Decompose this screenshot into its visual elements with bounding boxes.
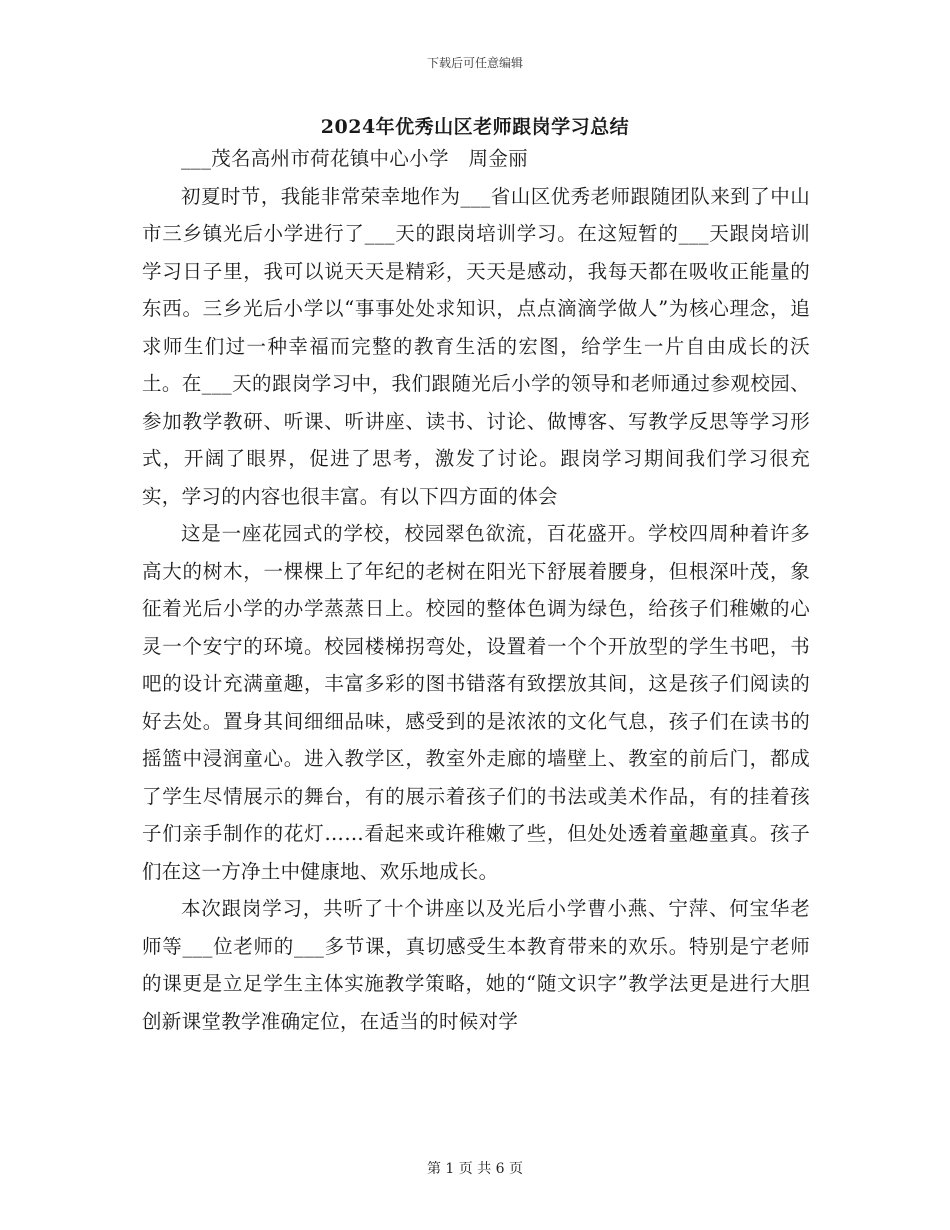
paragraph-3: 本次跟岗学习，共听了十个讲座以及光后小学曹小燕、宁萍、何宝华老师等___位老师的___多节课，真切感受生本教育带来的欢乐。特别是宁老师的课更是立足学生主体实施教学策略，她的“随文识字”教学法更是进行大胆创新课堂教学准确定位，在适当的时候对学 — [142, 897, 810, 1033]
paragraph-1: 初夏时节，我能非常荣幸地作为___省山区优秀老师跟随团队来到了中山市三乡镇光后小学进行了___天的跟岗培训学习。在这短暂的___天跟岗培训学习日子里，我可以说天天是精彩，天天是感动，我每天都在吸收正能量的东西。三乡光后小学以“事事处处求知识，点点滴滴学做人”为核心理念，追求师生们过一种幸福而完整的教育生活的宏图，给学生一片自由成长的沃土。在___天的跟岗学习中，我们跟随光后小学的领导和老师通过参观校园、参加教学教研、听课、听讲座、读书、讨论、做博客、写教学反思等学习形式，开阔了眼界，促进了思考，激发了讨论。跟岗学习期间我们学习很充实，学习的内容也很丰富。有以下四方面的体会 — [142, 184, 810, 508]
author-byline: ___茂名高州市荷花镇中心小学 周金丽 — [181, 147, 528, 170]
document-title: 2024年优秀山区老师跟岗学习总结 — [320, 116, 630, 138]
paragraph-2: 这是一座花园式的学校，校园翠色欲流，百花盛开。学校四周种着许多高大的树木，一棵棵上了年纪的老树在阳光下舒展着腰身，但根深叶茂，象征着光后小学的办学蒸蒸日上。校园的整体色调为绿色，给孩子们稚嫩的心灵一个安宁的环境。校园楼梯拐弯处，设置着一个个开放型的学生书吧，书吧的设计充满童趣，丰富多彩的图书错落有致摆放其间，这是孩子们阅读的好去处。置身其间细细品味，感受到的是浓浓的文化气息，孩子们在读书的摇篮中浸润童心。进入教学区，教室外走廊的墙壁上、教室的前后门，都成了学生尽情展示的舞台，有的展示着孩子们的书法或美术作品，有的挂着孩子们亲手制作的花灯……看起来或许稚嫩了些，但处处透着童趣童真。孩子们在这一方净土中健康地、欢乐地成长。 — [142, 522, 810, 883]
document-body — [142, 140, 810, 1040]
page-number: 第 1 页 共 6 页 — [426, 1161, 524, 1177]
download-note: 下载后可任意编辑 — [426, 56, 523, 70]
